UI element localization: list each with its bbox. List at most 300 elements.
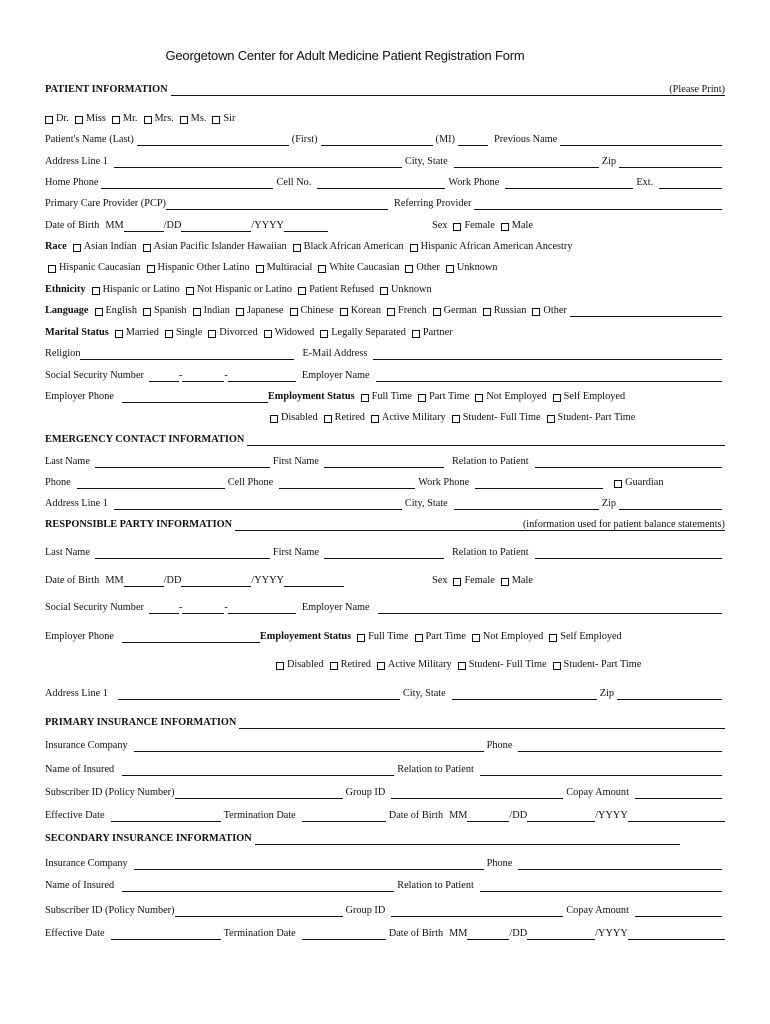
- race-row-1: [45, 240, 725, 253]
- ethnicity-option[interactable]: Patient Refused: [292, 284, 374, 296]
- employment-option[interactable]: Disabled: [276, 659, 324, 671]
- race-option[interactable]: Hispanic Other Latino: [141, 262, 250, 274]
- work-phone-label: Work Phone: [448, 177, 500, 188]
- checkbox[interactable]: [553, 662, 561, 670]
- employer-phone-label: Employer Phone: [45, 631, 114, 642]
- previous-name-field[interactable]: [560, 136, 722, 146]
- subscriber-id-label: Subscriber ID (Policy Number): [45, 905, 175, 916]
- religion-field[interactable]: [80, 350, 294, 360]
- checkbox[interactable]: [549, 634, 557, 642]
- checkbox[interactable]: [418, 394, 426, 402]
- checkbox[interactable]: [483, 308, 491, 316]
- insurance-company-field[interactable]: [134, 860, 484, 870]
- language-option[interactable]: Spanish: [137, 305, 187, 317]
- pcp-label: Primary Care Provider (PCP): [45, 198, 166, 209]
- marital-option[interactable]: Married: [109, 327, 159, 339]
- emergency-phone-label: Phone: [45, 477, 71, 488]
- responsible-first-name-label: First Name: [272, 547, 319, 558]
- employer-phone-field[interactable]: [122, 633, 260, 643]
- language-other-field[interactable]: [570, 307, 722, 317]
- insurance-relation-label: Relation to Patient: [397, 764, 474, 775]
- checkbox[interactable]: [324, 415, 332, 423]
- checkbox[interactable]: [320, 330, 328, 338]
- checkbox[interactable]: [147, 265, 155, 273]
- language-row: [45, 304, 725, 317]
- please-print-note: (Please Print): [669, 84, 725, 95]
- title-mr-option[interactable]: Mr.: [106, 113, 138, 125]
- cell-no-label: Cell No.: [276, 177, 312, 188]
- subscriber-id-field[interactable]: [175, 907, 343, 917]
- emergency-address-label: Address Line 1: [45, 498, 108, 509]
- employer-name-label: Employer Name: [301, 602, 370, 613]
- checkbox[interactable]: [472, 634, 480, 642]
- dob-mm-label: MM: [449, 810, 468, 821]
- note-rule: [600, 95, 725, 96]
- subscriber-id-label: Subscriber ID (Policy Number): [45, 787, 175, 798]
- sex-label: Sex: [432, 220, 448, 231]
- checkbox[interactable]: [614, 480, 622, 488]
- secondary-subscriber-row: [45, 904, 725, 917]
- checkbox[interactable]: [143, 308, 151, 316]
- checkbox[interactable]: [143, 244, 151, 252]
- checkbox[interactable]: [180, 116, 188, 124]
- checkbox[interactable]: [452, 415, 460, 423]
- insured-dob-label: Date of Birth: [388, 928, 444, 939]
- checkbox[interactable]: [293, 244, 301, 252]
- checkbox[interactable]: [165, 330, 173, 338]
- religion-row: [45, 347, 725, 360]
- race-option[interactable]: Hispanic Caucasian: [45, 262, 141, 274]
- race-option[interactable]: Multiracial: [250, 262, 313, 274]
- race-option[interactable]: Unknown: [440, 262, 498, 274]
- pcp-field[interactable]: [166, 200, 388, 210]
- employment-option[interactable]: Part Time: [412, 391, 469, 403]
- insured-dob-label: Date of Birth: [388, 810, 444, 821]
- emergency-first-name-label: First Name: [272, 456, 319, 467]
- checkbox[interactable]: [458, 662, 466, 670]
- employer-name-label: Employer Name: [301, 370, 370, 381]
- checkbox[interactable]: [212, 116, 220, 124]
- ssn-part-1[interactable]: [149, 372, 179, 382]
- emergency-phone-field[interactable]: [77, 479, 225, 489]
- primary-insured-row: [45, 763, 725, 776]
- employment-option[interactable]: Student- Full Time: [452, 659, 547, 671]
- name-of-insured-field[interactable]: [122, 766, 394, 776]
- header-rule: [255, 835, 680, 845]
- checkbox[interactable]: [290, 308, 298, 316]
- dob-yyyy-label: /YYYY: [595, 928, 628, 939]
- header-rule: [235, 521, 517, 531]
- pcp-row: [45, 197, 725, 210]
- checkbox[interactable]: [45, 116, 53, 124]
- first-name-field[interactable]: [321, 136, 433, 146]
- employment-status-label: Employment Status: [267, 391, 355, 402]
- race-option[interactable]: Hispanic African American Ancestry: [404, 241, 573, 253]
- sex-female-option[interactable]: Female: [447, 575, 494, 587]
- race-option[interactable]: Other: [399, 262, 439, 274]
- address-field[interactable]: [118, 690, 400, 700]
- dob-yyyy-field[interactable]: [284, 222, 328, 232]
- marital-option[interactable]: Partner: [406, 327, 453, 339]
- insurance-relation-field[interactable]: [480, 766, 722, 776]
- sex-male-option[interactable]: Male: [495, 575, 533, 587]
- emergency-relation-label: Relation to Patient: [451, 456, 529, 467]
- marital-option[interactable]: Single: [159, 327, 202, 339]
- zip-field[interactable]: [617, 690, 722, 700]
- ext-label: Ext.: [636, 177, 654, 188]
- responsible-dob-row: [45, 574, 725, 587]
- checkbox[interactable]: [92, 287, 100, 295]
- checkbox[interactable]: [318, 265, 326, 273]
- employment-option[interactable]: Disabled: [270, 412, 318, 424]
- employment-option[interactable]: Retired: [324, 659, 371, 671]
- language-option[interactable]: Indian: [187, 305, 230, 317]
- sex-label: Sex: [432, 575, 448, 586]
- checkbox[interactable]: [387, 308, 395, 316]
- group-id-label: Group ID: [345, 787, 386, 798]
- checkbox[interactable]: [501, 578, 509, 586]
- mi-label: (MI): [435, 134, 455, 145]
- city-state-field[interactable]: [452, 690, 597, 700]
- dob-yyyy-label: /YYYY: [595, 810, 628, 821]
- insurance-relation-field[interactable]: [480, 882, 722, 892]
- city-state-label: City, State: [404, 156, 448, 167]
- checkbox[interactable]: [361, 394, 369, 402]
- ssn-part-1[interactable]: [149, 604, 179, 614]
- section-title: EMERGENCY CONTACT INFORMATION: [45, 434, 245, 445]
- dob-dd-label: /DD: [163, 220, 182, 231]
- patient-name-row: [45, 133, 725, 146]
- checkbox[interactable]: [48, 265, 56, 273]
- checkbox[interactable]: [112, 116, 120, 124]
- group-id-field[interactable]: [391, 789, 563, 799]
- checkbox[interactable]: [380, 287, 388, 295]
- checkbox[interactable]: [115, 330, 123, 338]
- checkbox[interactable]: [256, 265, 264, 273]
- secondary-company-row: [45, 857, 725, 870]
- race-option[interactable]: Asian Pacific Islander Hawaiian: [137, 241, 287, 253]
- checkbox[interactable]: [453, 223, 461, 231]
- referring-provider-field[interactable]: [474, 200, 722, 210]
- copay-label: Copay Amount: [566, 787, 629, 798]
- marital-option[interactable]: Widowed: [258, 327, 315, 339]
- responsible-note: (information used for patient balance statements): [522, 519, 725, 530]
- employment-option[interactable]: Not Employed: [469, 391, 546, 403]
- address-label: Address Line 1: [45, 156, 108, 167]
- language-option[interactable]: English: [89, 305, 137, 317]
- responsible-last-name-field[interactable]: [95, 549, 270, 559]
- copay-field[interactable]: [635, 907, 722, 917]
- dob-yyyy-label: /YYYY: [251, 575, 284, 586]
- checkbox[interactable]: [75, 116, 83, 124]
- employment-option[interactable]: Retired: [318, 412, 365, 424]
- dob-yyyy-field[interactable]: [284, 577, 344, 587]
- employment-option[interactable]: Self Employed: [543, 631, 622, 643]
- section-title: RESPONSIBLE PARTY INFORMATION: [45, 519, 233, 530]
- dob-mm-field[interactable]: [124, 222, 164, 232]
- ssn-row: Social Security Number - - Employer Name: [45, 369, 725, 382]
- dob-mm-field[interactable]: [467, 812, 509, 822]
- effective-date-field[interactable]: [111, 812, 221, 822]
- dob-dd-label: /DD: [163, 575, 182, 586]
- language-option[interactable]: Other: [526, 305, 566, 317]
- dob-yyyy-label: /YYYY: [251, 220, 284, 231]
- checkbox[interactable]: [298, 287, 306, 295]
- race-row-2: [45, 261, 725, 274]
- dob-label: Date of Birth: [45, 220, 100, 231]
- insurance-phone-label: Phone: [486, 740, 513, 751]
- employment-option[interactable]: Student- Full Time: [446, 412, 541, 424]
- marital-option[interactable]: Divorced: [202, 327, 257, 339]
- last-name-label: Patient's Name (Last): [45, 134, 134, 145]
- language-option[interactable]: Russian: [477, 305, 527, 317]
- language-option[interactable]: Chinese: [284, 305, 334, 317]
- checkbox[interactable]: [95, 308, 103, 316]
- emergency-last-name-label: Last Name: [45, 456, 90, 467]
- group-id-label: Group ID: [345, 905, 386, 916]
- primary-insurance-header: [45, 716, 725, 729]
- employment-option[interactable]: Not Employed: [466, 631, 543, 643]
- email-field[interactable]: [373, 350, 722, 360]
- ssn-label: Social Security Number: [45, 370, 144, 381]
- dob-dd-field[interactable]: [181, 577, 251, 587]
- last-name-field[interactable]: [137, 136, 289, 146]
- checkbox[interactable]: [405, 265, 413, 273]
- emergency-city-state-label: City, State: [404, 498, 448, 509]
- title-dr-option[interactable]: Dr.: [45, 113, 69, 125]
- employment-option[interactable]: Active Military: [365, 412, 446, 424]
- checkbox[interactable]: [270, 415, 278, 423]
- checkbox[interactable]: [236, 308, 244, 316]
- responsible-first-name-field[interactable]: [324, 549, 444, 559]
- zip-label: Zip: [601, 156, 617, 167]
- employer-phone-field[interactable]: [122, 393, 268, 403]
- language-option[interactable]: German: [427, 305, 477, 317]
- emergency-work-field[interactable]: [475, 479, 603, 489]
- effective-date-field[interactable]: [111, 930, 221, 940]
- insurance-phone-field[interactable]: [518, 860, 722, 870]
- checkbox[interactable]: [453, 578, 461, 586]
- name-of-insured-label: Name of Insured: [45, 880, 115, 891]
- employer-name-field[interactable]: [376, 372, 722, 382]
- ssn-part-2[interactable]: [182, 604, 224, 614]
- checkbox[interactable]: [340, 308, 348, 316]
- ethnicity-row: [45, 283, 725, 296]
- responsible-ssn-row: Social Security Number - - Employer Name: [45, 601, 725, 614]
- copay-label: Copay Amount: [566, 905, 629, 916]
- checkbox[interactable]: [371, 415, 379, 423]
- secondary-dates-row: [45, 927, 725, 940]
- responsible-address-row: [45, 687, 725, 700]
- emergency-zip-field[interactable]: [619, 500, 722, 510]
- city-state-label: City, State: [402, 688, 446, 699]
- title-miss-option[interactable]: Miss: [69, 113, 106, 125]
- emergency-zip-label: Zip: [601, 498, 617, 509]
- primary-company-row: [45, 739, 725, 752]
- insurance-phone-field[interactable]: [518, 742, 722, 752]
- home-phone-field[interactable]: [101, 179, 273, 189]
- sex-male-option[interactable]: Male: [495, 220, 533, 232]
- patient-address-row: [45, 155, 725, 168]
- zip-field[interactable]: [619, 158, 722, 168]
- dob-mm-label: MM: [105, 575, 124, 586]
- termination-date-label: Termination Date: [223, 928, 296, 939]
- previous-name-label: Previous Name: [493, 134, 558, 145]
- name-of-insured-label: Name of Insured: [45, 764, 115, 775]
- ssn-part-3[interactable]: [228, 372, 296, 382]
- emergency-cell-field[interactable]: [279, 479, 415, 489]
- checkbox[interactable]: [532, 308, 540, 316]
- ethnicity-option[interactable]: Hispanic or Latino: [86, 284, 180, 296]
- ethnicity-option[interactable]: Not Hispanic or Latino: [180, 284, 292, 296]
- emergency-section-header: [45, 433, 725, 446]
- race-option[interactable]: Asian Indian: [67, 241, 137, 253]
- group-id-field[interactable]: [391, 907, 563, 917]
- subscriber-id-field[interactable]: [175, 789, 343, 799]
- first-name-label: (First): [291, 134, 318, 145]
- employment-option[interactable]: Part Time: [409, 631, 466, 643]
- emergency-relation-field[interactable]: [535, 458, 722, 468]
- secondary-insured-row: [45, 879, 725, 892]
- responsible-last-name-label: Last Name: [45, 547, 90, 558]
- emergency-phone-row: [45, 476, 725, 489]
- employment-option[interactable]: Active Military: [371, 659, 452, 671]
- checkbox[interactable]: [330, 662, 338, 670]
- dob-yyyy-field[interactable]: [628, 812, 725, 822]
- emergency-first-name-field[interactable]: [324, 458, 444, 468]
- dob-mm-label: MM: [449, 928, 468, 939]
- primary-dates-row: [45, 809, 725, 822]
- checkbox[interactable]: [412, 330, 420, 338]
- checkbox[interactable]: [475, 394, 483, 402]
- email-label: E-Mail Address: [302, 348, 368, 359]
- checkbox[interactable]: [264, 330, 272, 338]
- dob-mm-field[interactable]: [124, 577, 164, 587]
- dob-mm-field[interactable]: [467, 930, 509, 940]
- title-options: [45, 112, 725, 125]
- dob-label: Date of Birth: [45, 575, 100, 586]
- checkbox[interactable]: [446, 265, 454, 273]
- employer-phone-label: Employer Phone: [45, 391, 114, 402]
- title-mrs-option[interactable]: Mrs.: [138, 113, 174, 125]
- checkbox[interactable]: [547, 415, 555, 423]
- address-field[interactable]: [114, 158, 402, 168]
- checkbox[interactable]: [553, 394, 561, 402]
- zip-label: Zip: [599, 688, 615, 699]
- language-option[interactable]: French: [381, 305, 427, 317]
- employment-status-label: Employement Status: [259, 631, 352, 642]
- checkbox[interactable]: [144, 116, 152, 124]
- checkbox[interactable]: [73, 244, 81, 252]
- language-label: Language: [45, 305, 89, 316]
- insurance-company-label: Insurance Company: [45, 740, 128, 751]
- marital-option[interactable]: Legally Separated: [314, 327, 406, 339]
- section-title: SECONDARY INSURANCE INFORMATION: [45, 833, 252, 844]
- race-option[interactable]: White Caucasian: [312, 262, 399, 274]
- ethnicity-option[interactable]: Unknown: [374, 284, 432, 296]
- employment-option[interactable]: Full Time: [355, 391, 412, 403]
- termination-date-field[interactable]: [302, 812, 386, 822]
- language-option[interactable]: Korean: [334, 305, 381, 317]
- header-rule: [247, 436, 725, 446]
- home-phone-label: Home Phone: [45, 177, 99, 188]
- dob-row: [45, 219, 725, 232]
- checkbox[interactable]: [410, 244, 418, 252]
- responsible-employment-row-2: [276, 658, 725, 671]
- checkbox[interactable]: [501, 223, 509, 231]
- religion-label: Religion: [45, 348, 81, 359]
- responsible-name-row: [45, 546, 725, 559]
- effective-date-label: Effective Date: [45, 928, 105, 939]
- dob-yyyy-field[interactable]: [628, 930, 725, 940]
- dob-dd-field[interactable]: [527, 930, 595, 940]
- emergency-work-label: Work Phone: [418, 477, 470, 488]
- emergency-address-row: [45, 497, 725, 510]
- ext-field[interactable]: [659, 179, 722, 189]
- name-of-insured-field[interactable]: [122, 882, 394, 892]
- title-ms-option[interactable]: Ms.: [174, 113, 207, 125]
- checkbox[interactable]: [433, 308, 441, 316]
- employer-name-field[interactable]: [378, 604, 722, 614]
- checkbox[interactable]: [208, 330, 216, 338]
- dob-mm-label: MM: [105, 220, 124, 231]
- checkbox[interactable]: [415, 634, 423, 642]
- header-rule: [171, 86, 662, 96]
- city-state-field[interactable]: [454, 158, 599, 168]
- checkbox[interactable]: [186, 287, 194, 295]
- checkbox[interactable]: [357, 634, 365, 642]
- employment-option[interactable]: Self Employed: [547, 391, 626, 403]
- employment-option[interactable]: Full Time: [351, 631, 408, 643]
- section-title: PATIENT INFORMATION: [45, 84, 168, 95]
- sex-female-option[interactable]: Female: [447, 220, 494, 232]
- checkbox[interactable]: [276, 662, 284, 670]
- emergency-name-row: [45, 455, 725, 468]
- checkbox[interactable]: [377, 662, 385, 670]
- marital-label: Marital Status: [45, 327, 109, 338]
- termination-date-field[interactable]: [302, 930, 386, 940]
- ssn-part-3[interactable]: [228, 604, 296, 614]
- mi-field[interactable]: [458, 136, 488, 146]
- insurance-company-field[interactable]: [134, 742, 484, 752]
- checkbox[interactable]: [193, 308, 201, 316]
- work-phone-field[interactable]: [505, 179, 633, 189]
- emergency-city-state-field[interactable]: [454, 500, 599, 510]
- copay-field[interactable]: [635, 789, 722, 799]
- secondary-insurance-header: [45, 832, 680, 845]
- emergency-last-name-field[interactable]: [95, 458, 270, 468]
- employment-row-2: [270, 411, 725, 424]
- patient-phone-row: [45, 176, 725, 189]
- language-option[interactable]: Japanese: [230, 305, 284, 317]
- note-rule: [482, 530, 725, 531]
- responsible-relation-label: Relation to Patient: [451, 547, 529, 558]
- race-option[interactable]: Black African American: [287, 241, 404, 253]
- employment-option[interactable]: Student- Part Time: [547, 659, 642, 671]
- employment-option[interactable]: Student- Part Time: [541, 412, 636, 424]
- form-title: Georgetown Center for Adult Medicine Patient Registration Form: [165, 48, 525, 63]
- dob-dd-field[interactable]: [181, 222, 251, 232]
- emergency-address-field[interactable]: [114, 500, 402, 510]
- referring-provider-label: Referring Provider: [393, 198, 472, 209]
- ssn-part-2[interactable]: [182, 372, 224, 382]
- guardian-option[interactable]: Guardian: [606, 477, 663, 489]
- title-sir-option[interactable]: Sir: [206, 113, 235, 125]
- dob-dd-field[interactable]: [527, 812, 595, 822]
- responsible-relation-field[interactable]: [535, 549, 722, 559]
- cell-no-field[interactable]: [317, 179, 445, 189]
- emergency-cell-label: Cell Phone: [227, 477, 274, 488]
